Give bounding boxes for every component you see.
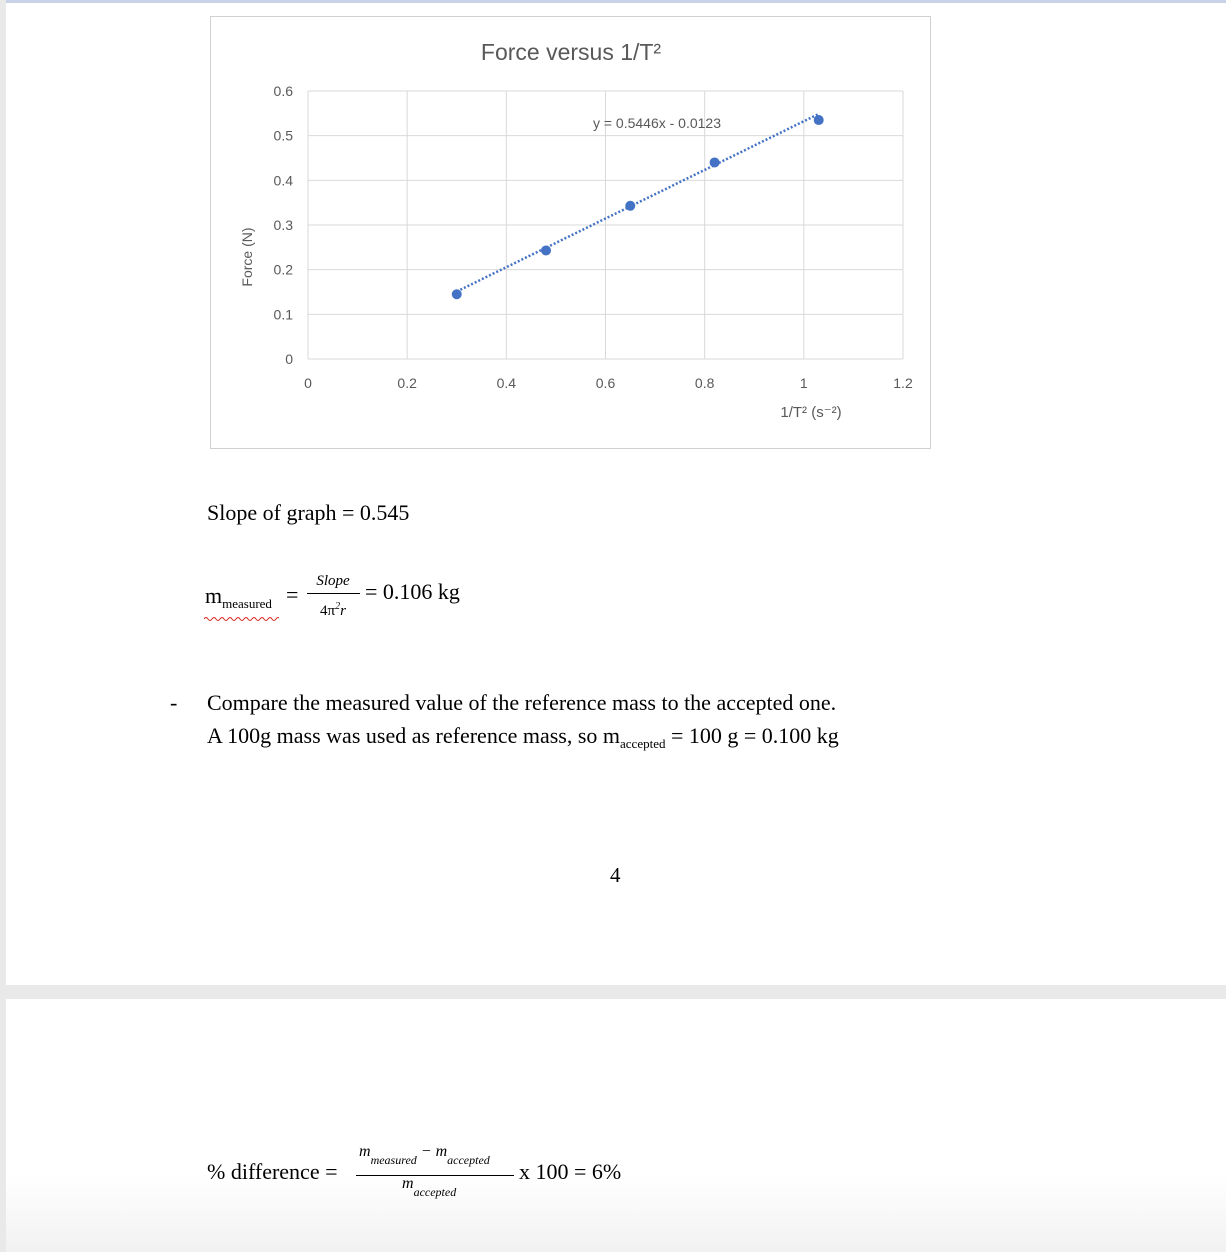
x-tick-label: 0 <box>304 375 312 391</box>
m-symbol: m <box>205 583 223 608</box>
slope-text: Slope of graph = 0.545 <box>207 500 410 525</box>
page-number: 4 <box>610 863 621 887</box>
fraction-bar <box>307 593 360 594</box>
denominator-r: r <box>340 603 346 619</box>
y-axis-label: Force (N) <box>239 227 255 287</box>
chart-canvas <box>211 17 932 450</box>
x-tick-label: 0.2 <box>397 375 417 391</box>
chart-gridlines <box>308 91 903 359</box>
x-axis-ticks <box>304 375 913 391</box>
x-tick-label: 1.2 <box>893 375 913 391</box>
percent-difference-label: % difference = <box>207 1159 338 1184</box>
pct-denominator <box>402 1175 457 1199</box>
pct-den-m: m <box>402 1175 414 1192</box>
compare-text: Compare the measured value of the reference mass to the accepted one. <box>207 690 837 715</box>
trendline <box>457 114 819 292</box>
pct-den-sub: accepted <box>413 1185 457 1199</box>
accepted-mass-prefix: A 100g mass was used as reference mass, so m <box>207 723 621 748</box>
data-point <box>710 157 720 167</box>
y-tick-label: 0.3 <box>273 217 293 233</box>
trendline-equation: y = 0.5446x - 0.0123 <box>592 115 722 131</box>
list-bullet: - <box>170 690 178 715</box>
y-tick-label: 0.6 <box>273 83 293 99</box>
m-result: = 0.106 kg <box>365 579 460 604</box>
data-point <box>814 115 824 125</box>
force-chart <box>210 16 931 449</box>
y-tick-label: 0.2 <box>273 261 293 278</box>
accepted-mass-value: = 100 g = 0.100 kg <box>670 723 839 748</box>
y-tick-label: 0.1 <box>273 306 293 323</box>
pct-minus-m: − m <box>420 1143 448 1160</box>
accepted-subscript: accepted <box>620 736 666 751</box>
data-point <box>541 245 551 255</box>
data-point <box>625 201 635 211</box>
y-axis-ticks <box>274 83 294 367</box>
y-tick-label: 0.5 <box>273 127 293 144</box>
x-axis-label: 1/T² (s⁻²) <box>780 404 842 421</box>
x-tick-label: 1 <box>799 375 808 391</box>
data-points <box>452 115 824 299</box>
x-tick-label: 0.8 <box>694 375 715 391</box>
m-measured-subscript: measured <box>222 596 272 611</box>
equals-sign: = <box>286 582 299 607</box>
percent-difference-result: x 100 = 6% <box>519 1159 622 1184</box>
chart-title: Force versus 1/T² <box>480 39 662 65</box>
document-page-1 <box>6 0 1226 985</box>
y-tick-label: 0 <box>285 351 293 367</box>
denominator-4pi: 4π <box>320 603 336 619</box>
denominator-exponent: 2 <box>335 601 341 612</box>
x-tick-label: 0.4 <box>496 375 517 391</box>
fraction-denominator <box>306 601 360 620</box>
pct-sub-measured: measured <box>370 1153 417 1167</box>
y-tick-label: 0.4 <box>273 172 293 189</box>
pct-m1: m <box>359 1143 371 1160</box>
spellcheck-underline <box>204 616 279 622</box>
accepted-mass-text <box>207 723 839 752</box>
fraction-numerator: Slope <box>316 573 350 589</box>
data-point <box>452 289 462 299</box>
m-measured-label <box>205 583 272 612</box>
document-page-2 <box>6 999 1226 1252</box>
pct-numerator <box>359 1143 517 1167</box>
pct-sub-accepted: accepted <box>447 1153 490 1167</box>
x-tick-label: 0.6 <box>595 375 616 391</box>
